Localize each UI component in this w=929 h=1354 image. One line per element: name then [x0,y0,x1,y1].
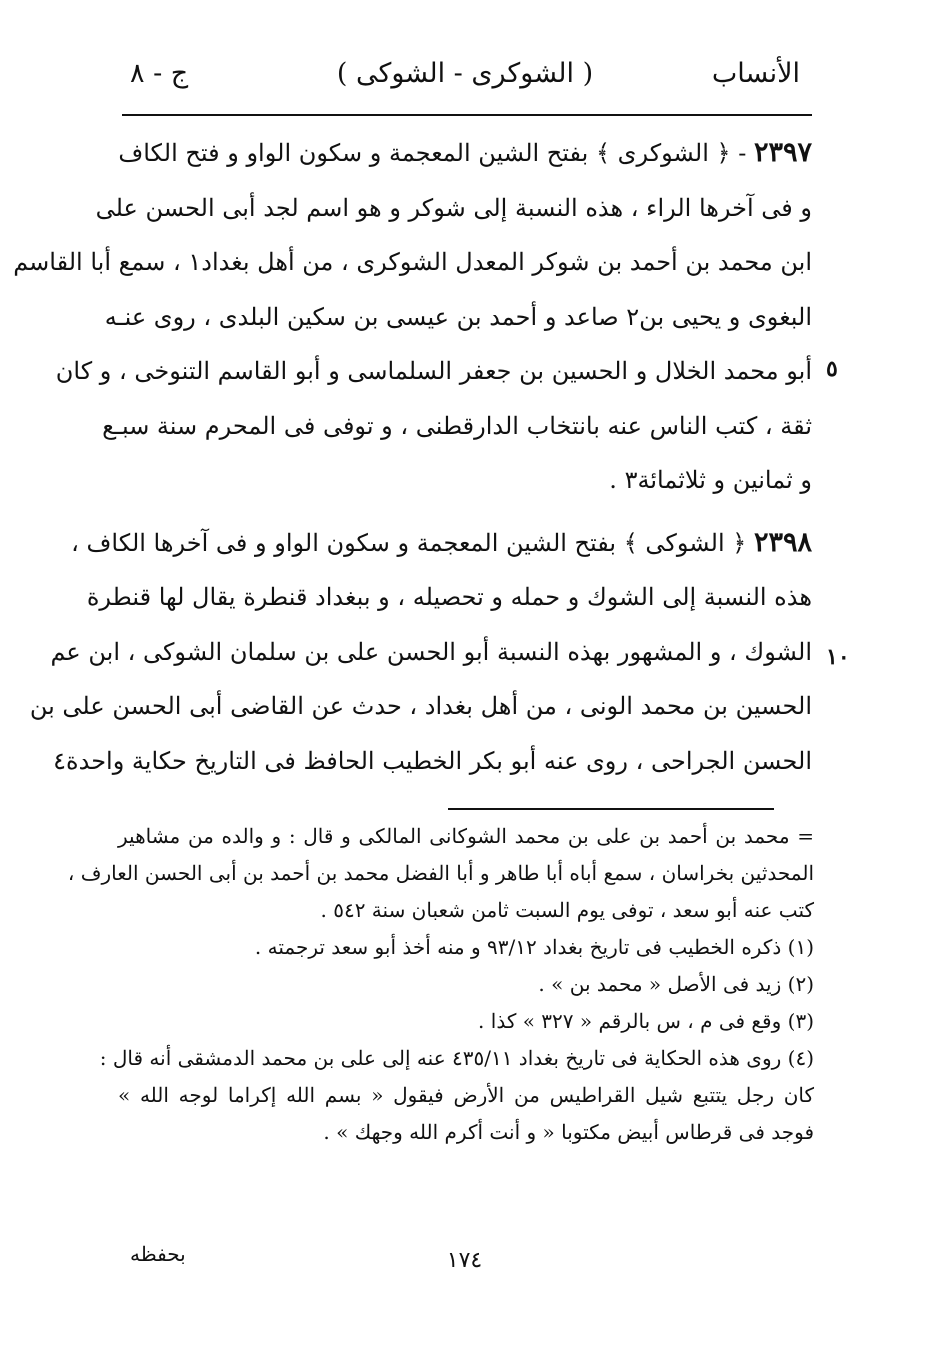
footnote-line: (٣) وقع فى م ، س بالرقم « ٣٢٧ » كذا . [478,1009,814,1033]
text-line: البغوى و يحيى بن٢ صاعد و أحمد بن عيسى بن سكين البلدى ، روى عنـه [104,302,812,331]
running-header [120,58,810,102]
line-number-5: ٥ [826,356,838,382]
entry-number: ٢٣٩٨ [753,526,812,558]
footnote-line: (١) ذكره الخطيب فى تاريخ بغداد ٩٣/١٢ و منه أخذ أبو سعد ترجمته . [254,935,814,959]
footnote-rule [448,808,774,810]
main-text [13,126,812,788]
entry-line: - ﴿ الشوكرى ﴾ بفتح الشين المعجمة و سكون الواو و فتح الكاف [118,139,747,167]
text-line: هذه النسبة إلى الشوك و حمله و تحصيله ، و ببغداد قنطرة يقال لها قنطرة [86,583,812,611]
text-line: الحسين بن محمد الونى ، من أهل بغداد ، حدث عن القاضى أبى الحسن على بن [29,692,812,720]
catchword: بحفظه [130,1242,186,1266]
footnote-line: = محمد بن أحمد بن على بن محمد الشوكانى المالكى و قال : و والده من مشاهير [118,824,814,848]
page-number: ١٧٤ [446,1248,483,1273]
footnotes [67,818,814,1151]
text-line: الحسن الجراحى ، روى عنه أبو بكر الخطيب الحافظ فى التاريخ حكاية واحدة٤ [53,746,812,775]
text-line [118,126,812,181]
footnote-line: المحدثين بخراسان ، سمع أباه أبا طاهر و أبا الفضل محمد بن أحمد بن أبى الحسن العارف ، [67,861,814,885]
footnote-line: كان رجل يتتبع شيل القراطيس من الأرض فيقول « بسم الله إكراما لوجه الله » [118,1083,814,1107]
text-line: أبو محمد الخلال و الحسين بن جعفر السلماسى و أبو القاسم التنوخى ، و كان [55,357,812,385]
entry-number: ٢٣٩٧ [753,137,812,168]
text-line: ابن محمد بن أحمد بن شوكر المعدل الشوكرى ، من أهل بغداد١ ، سمع أبا القاسم [13,248,812,276]
footnote-line: (٤) روى هذه الحكاية فى تاريخ بغداد ٤٣٥/١١ عنه إلى على بن محمد الدمشقى أنه قال : [99,1046,814,1070]
line-number-10: ١٠ [826,644,850,670]
text-line: و ثمانين و ثلاثمائة٣ . [609,466,812,494]
entry-line: ﴿ الشوكى ﴾ بفتح الشين المعجمة و سكون الواو و فى آخرها الكاف ، [71,528,747,557]
footnote-line: فوجد فى قرطاس أبيض مكتوبا « و أنت أكرم الله وجهك » . [323,1120,814,1144]
section-title: ( الشوكرى - الشوكى ) [336,58,594,89]
header-rule [122,114,812,116]
volume-label: ج - ٨ [130,58,189,89]
text-line: ثقة ، كتب الناس عنه بانتخاب الدارقطنى ، و توفى فى المحرم سنة سبـع [102,411,812,440]
text-line: الشوك ، و المشهور بهذه النسبة أبو الحسن على بن سلمان الشوكى ، ابن عم [50,637,812,666]
book-title: الأنساب [711,58,800,89]
footnote-line: كتب عنه أبو سعد ، توفى يوم السبت ثامن شعبان سنة ٥٤٢ . [320,898,814,922]
text-line: و فى آخرها الراء ، هذه النسبة إلى شوكر و هو اسم لجد أبى الحسن على [95,193,812,222]
footnote-line: (٢) زيد فى الأصل « محمد بن » . [538,972,814,996]
text-line [71,516,812,571]
